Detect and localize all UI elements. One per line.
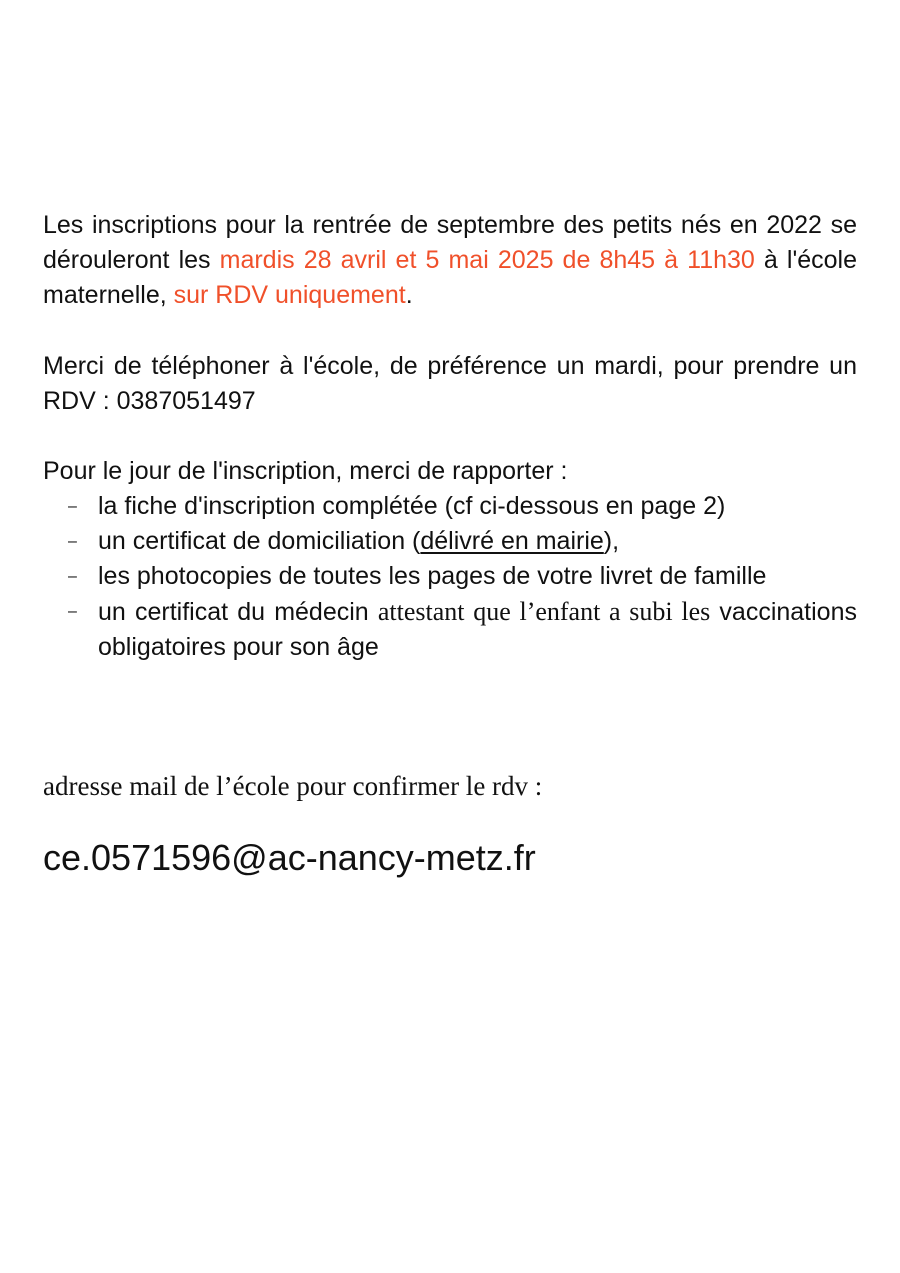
- document-residence-certificate: un certificat de domiciliation (: [98, 527, 421, 555]
- documents-list: [43, 489, 857, 665]
- document-registration-form: la fiche d'inscription complétée (cf ci-dessous en page 2): [98, 492, 726, 520]
- registration-dates: mardis 28 avril et 5 mai 2025 de 8h45 à 11h30: [219, 246, 755, 274]
- document-family-booklet: les photocopies de toutes les pages de votre livret de famille: [98, 562, 767, 590]
- list-item: [43, 524, 857, 559]
- intro-text-end: .: [405, 281, 413, 309]
- document-residence-certificate-end: ),: [603, 527, 620, 555]
- email-label: adresse mail de l’école pour confirmer le rdv :: [43, 771, 543, 801]
- bullet-dash: –: [68, 568, 77, 585]
- intro-text-middle: à l'école maternelle,: [43, 246, 858, 309]
- bullet-dash: –: [68, 498, 77, 515]
- intro-text-start: Les inscriptions pour la rentrée de septembre des petits nés en 2022 se dérouleront les: [43, 211, 857, 274]
- intro-paragraph: [43, 208, 857, 313]
- document-medical-certificate-end: vaccinations obligatoires pour son âge: [98, 598, 857, 661]
- documents-heading: Pour le jour de l'inscription, merci de rapporter :: [43, 457, 568, 485]
- bullet-dash: –: [68, 533, 77, 550]
- school-email: ce.0571596@ac-nancy-metz.fr: [43, 837, 536, 878]
- phone-paragraph: [43, 349, 857, 419]
- document-medical-certificate: un certificat du médecin: [98, 598, 378, 626]
- documents-section: [43, 454, 857, 665]
- issued-at-town-hall: délivré en mairie: [420, 527, 604, 555]
- bullet-dash: –: [68, 603, 77, 620]
- list-item: [43, 489, 857, 524]
- appointment-only-notice: sur RDV uniquement: [173, 281, 406, 309]
- document-medical-certificate-serif: attestant que l’enfant a subi les: [377, 597, 711, 626]
- phone-instructions: Merci de téléphoner à l'école, de préférence un mardi, pour prendre un RDV : 0387051497: [43, 352, 857, 415]
- list-item: [43, 594, 857, 665]
- list-item: [43, 559, 857, 594]
